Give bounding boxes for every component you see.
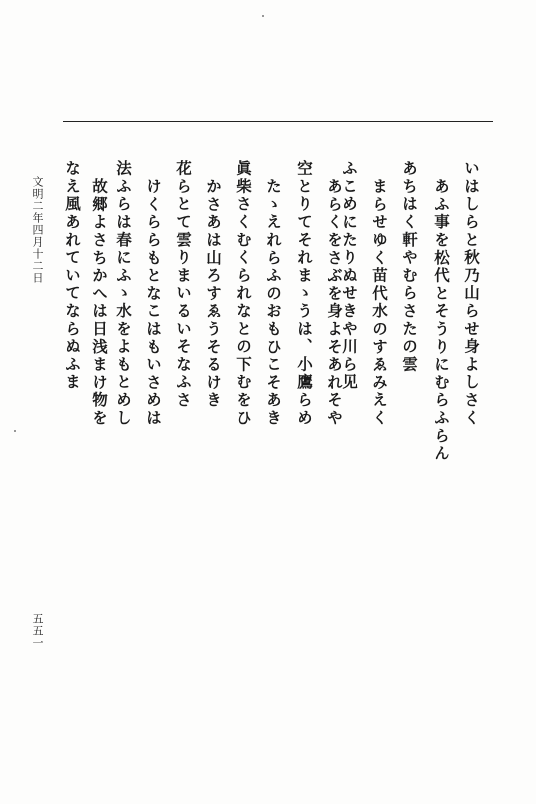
poem-column-11: 花らとて雲りまいるいそなふさ [174,160,193,410]
poem-column-3: あちはく軒やむらさたの雲 [400,160,419,374]
poem-column-9: 眞柴さくむくられなとの下むをひ [234,160,253,427]
poem-column-15: なえ風あれていてならぬふま [63,160,82,392]
poem-column-1: いはしらと秋乃山らせ身よしさく [462,160,481,427]
poem-column-13: 法ふらは春にふゝ水をよもとめし [114,160,133,427]
paper-speck [14,430,16,432]
poem-column-7: 空とりてそれまゝうは、小鷹らめ [295,160,314,427]
date-line: 文明二年四月十二日 [31,176,44,284]
poem-column-10: かさあは山ろすゑうそるけき [204,178,223,410]
poem-column-4: まらせゆく苗代水のすゑみえく [370,178,389,428]
poem-column-6: あらくをさぶを身よそあれそや [325,178,344,428]
paper-speck [262,15,264,17]
poem-column-12: けくららもとなこはもいさめは [144,178,163,428]
header-rule [63,121,493,122]
poem-column-2: あふ事を松代とそうりにむらふらん [432,178,451,463]
poem-column-14: 故郷よさちかへは日浅まけ物を [90,178,109,428]
poem-column-5: ふこめにたりぬせきや川ら见 [340,160,359,392]
page-number: 五五一 [31,613,44,649]
poem-column-8: たゝえれらふのおもひこそあき [264,178,283,428]
